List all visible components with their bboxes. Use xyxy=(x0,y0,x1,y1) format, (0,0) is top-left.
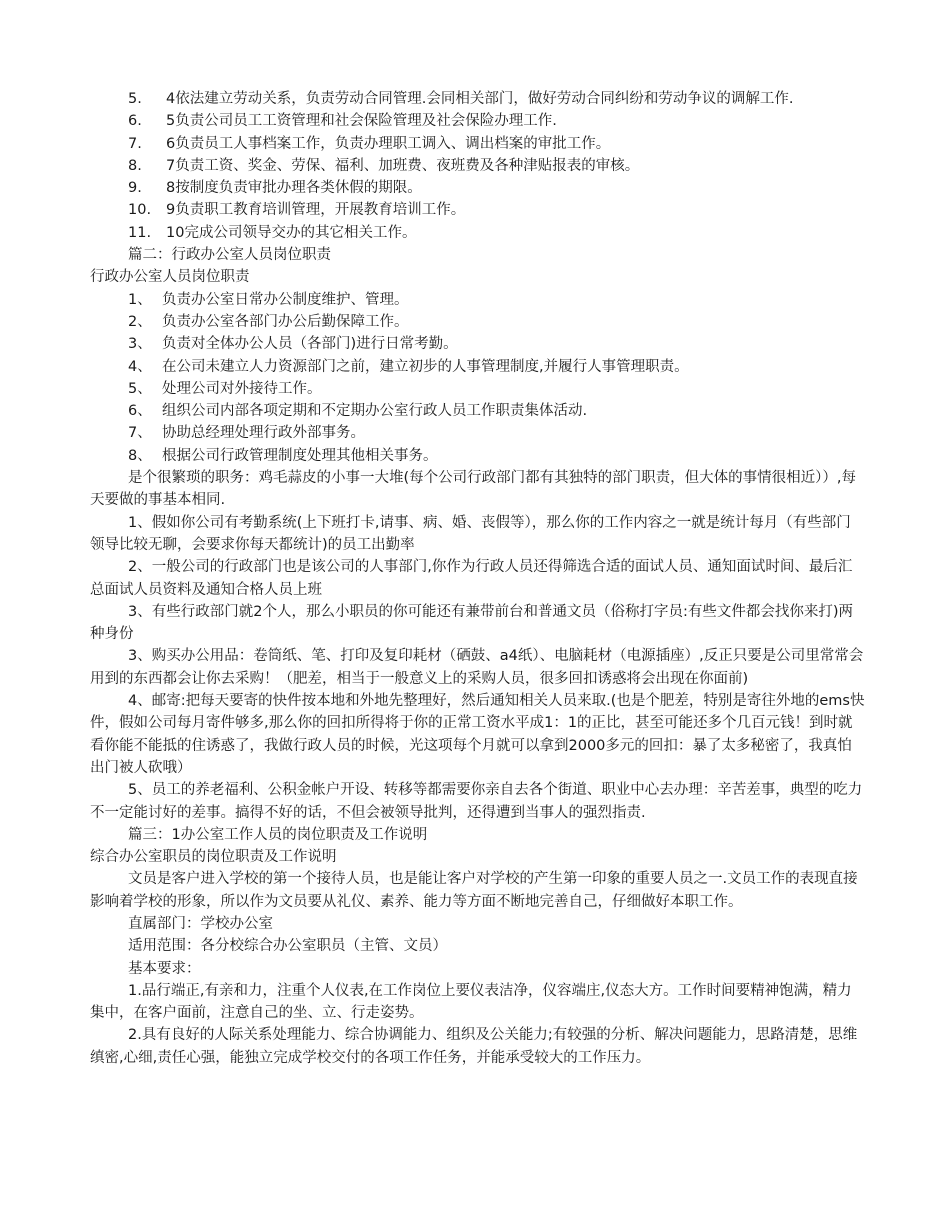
item-text: 8按制度负责审批办理各类休假的期限。 xyxy=(166,180,422,197)
item-text: 负责办公室各部门办公后勤保障工作。 xyxy=(162,313,409,330)
item-text: 4依法建立劳动关系，负责劳动合同管理.会同相关部门，做好劳动合同纠纷和劳动争议的调解工作. xyxy=(166,91,794,107)
item-number: 1、 xyxy=(128,291,152,308)
item-number: 6. xyxy=(128,113,142,130)
section-title: 行政办公室人员岗位职责 xyxy=(90,269,250,286)
document-page xyxy=(90,88,865,1069)
list-item xyxy=(90,333,865,355)
item-number: 2、 xyxy=(128,313,152,330)
paragraph: 文员是客户进入学校的第一个接待人员，也是能让客户对学校的产生第一印象的重要人员之一.文员工作的表现直接影响着学校的形象，所以作为文员要从礼仪、素养、能力等方面不断地完善自己，仔细做好本职工作。 xyxy=(90,871,858,910)
duty-list xyxy=(90,289,865,467)
list-item xyxy=(90,199,865,221)
item-number: 6、 xyxy=(128,403,152,420)
paragraph: 1.品行端正,有亲和力，注重个人仪表,在工作岗位上要仪表洁净，仪容端庄,仪态大方。工作时间要精神饱满，精力集中，在客户面前，注意自己的坐、立、行走姿势。 xyxy=(90,982,852,1022)
item-number: 3、 xyxy=(128,336,152,353)
item-number: 5、 xyxy=(128,380,152,397)
item-text: 5负责公司员工工资管理和社会保险管理及社会保险办理工作. xyxy=(166,113,557,130)
list-item xyxy=(90,133,865,155)
item-text: 负责办公室日常办公制度维护、管理。 xyxy=(162,291,409,308)
section-heading: 篇三：1办公室工作人员的岗位职责及工作说明 xyxy=(128,826,428,843)
list-item xyxy=(90,88,865,110)
paragraph: 基本要求： xyxy=(128,960,201,977)
list-item xyxy=(90,311,865,333)
item-number: 4、 xyxy=(128,358,152,375)
item-number: 9. xyxy=(128,180,142,197)
paragraph: 直属部门：学校办公室 xyxy=(128,915,273,932)
item-number: 11. xyxy=(128,224,152,241)
section-heading: 篇二：行政办公室人员岗位职责 xyxy=(128,247,331,264)
item-number: 8、 xyxy=(128,447,152,464)
numbered-list-hr xyxy=(90,88,865,244)
list-item xyxy=(90,155,865,177)
paragraph: 3、有些行政部门就2个人，那么小职员的你可能还有兼带前台和普通文员（俗称打字员:有些文件都会找你来打)两种身份 xyxy=(90,603,853,643)
item-text: 在公司未建立人力资源部门之前，建立初步的人事管理制度,并履行人事管理职责。 xyxy=(162,358,689,375)
item-number: 5. xyxy=(128,91,142,107)
paragraph: 3、购买办公用品：卷筒纸、笔、打印及复印耗材（硒鼓、a4纸）、电脑耗材（电源插座）,反正只要是公司里常常会用到的东西都会让你去采购！（肥差，相当于一般意义上的采购人员，很多回扣诱惑将会出现在你面前) xyxy=(90,648,864,687)
item-text: 负责对全体办公人员（各部门)进行日常考勤。 xyxy=(162,336,458,353)
paragraph: 1、假如你公司有考勤系统(上下班打卡,请事、病、婚、丧假等），那么你的工作内容之一就是统计每月（有些部门领导比较无聊，会要求你每天都统计)的员工出勤率 xyxy=(90,514,851,553)
item-text: 根据公司行政管理制度处理其他相关事务。 xyxy=(162,447,438,464)
list-item xyxy=(90,222,865,244)
paragraph: 4、邮寄:把每天要寄的快件按本地和外地先整理好，然后通知相关人员来取.(也是个肥差，特别是寄往外地的ems快件，假如公司每月寄件够多,那么你的回扣所得将于你的正常工资水平成1：1的正比，甚至可能还多个几百元钱！到时就看你能不能抵的住诱惑了，我做行政人员的时候，光这项每个月就可以拿到2000多元的回扣：暴了太多秘密了，我真怕出门被人砍哦） xyxy=(90,693,865,776)
item-text: 10完成公司领导交办的其它相关工作。 xyxy=(166,224,417,241)
item-number: 8. xyxy=(128,157,142,174)
item-text: 协助总经理处理行政外部事务。 xyxy=(162,425,365,442)
list-item xyxy=(90,177,865,199)
list-item xyxy=(90,289,865,311)
list-item xyxy=(90,378,865,400)
paragraph: 是个很繁琐的职务：鸡毛蒜皮的小事一大堆(每个公司行政部门都有其独特的部门职责，但大体的事情很相近））,每天要做的事基本相同. xyxy=(90,470,857,509)
body-paragraphs xyxy=(90,868,865,1069)
paragraph: 5、员工的养老福利、公积金帐户开设、转移等都需要你亲自去各个街道、职业中心去办理：辛苦差事，典型的吃力不一定能讨好的差事。搞得不好的话，不但会被领导批判，还得遭到当事人的强烈指责. xyxy=(90,782,863,821)
list-item xyxy=(90,400,865,422)
paragraph: 适用范围：各分校综合办公室职员（主管、文员） xyxy=(128,938,447,955)
item-number: 7. xyxy=(128,135,142,152)
list-item xyxy=(90,110,865,132)
paragraph: 2.具有良好的人际关系处理能力、综合协调能力、组织及公关能力;有较强的分析、解决问题能力，思路清楚，思维缜密,心细,责任心强，能独立完成学校交付的各项工作任务，并能承受较大的工作压力。 xyxy=(90,1027,858,1066)
paragraph: 2、一般公司的行政部门也是该公司的人事部门,你作为行政人员还得筛选合适的面试人员、通知面试时间、最后汇总面试人员资料及通知合格人员上班 xyxy=(90,559,853,598)
list-item xyxy=(90,445,865,467)
item-text: 9负责职工教育培训管理，开展教育培训工作。 xyxy=(166,202,466,219)
list-item xyxy=(90,422,865,444)
body-paragraphs xyxy=(90,467,865,824)
item-text: 组织公司内部各项定期和不定期办公室行政人员工作职责集体活动. xyxy=(162,403,588,420)
list-item xyxy=(90,356,865,378)
item-text: 7负责工资、奖金、劳保、福利、加班费、夜班费及各种津贴报表的审核。 xyxy=(166,157,640,174)
item-text: 处理公司对外接待工作。 xyxy=(162,380,322,397)
section-title: 综合办公室职员的岗位职责及工作说明 xyxy=(90,849,337,866)
item-text: 6负责员工人事档案工作，负责办理职工调入、调出档案的审批工作。 xyxy=(166,135,611,152)
item-number: 7、 xyxy=(128,425,152,442)
item-number: 10. xyxy=(128,202,152,219)
